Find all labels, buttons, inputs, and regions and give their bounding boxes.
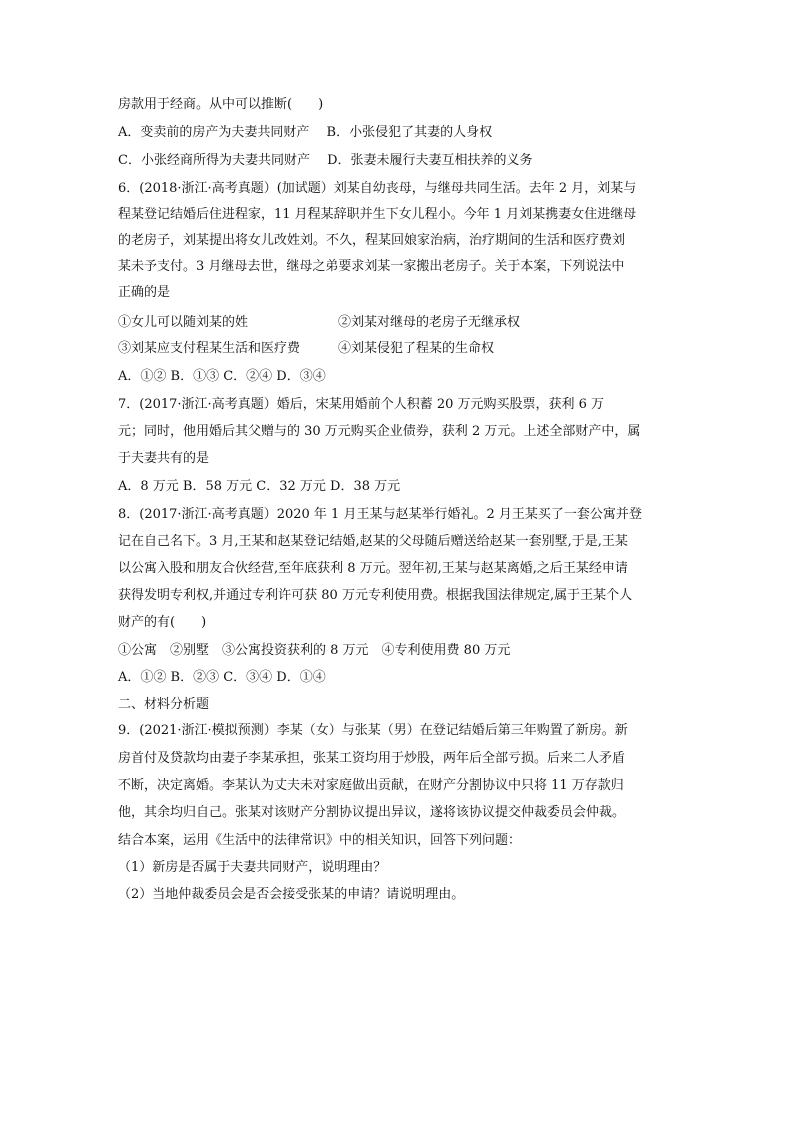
q9-subquestion-2: （2）当地仲裁委员会是否会接受张某的申请？请说明理由。 <box>118 887 465 902</box>
question-9-stem: 9．(2021·浙江·模拟预测）李某（女）与张某（男）在登记结婚后第三年购置了新房。新 <box>118 723 628 738</box>
q6-options-row-2 <box>118 340 688 358</box>
text-line: 财产的有( ) <box>118 615 207 630</box>
q6-option-4: ④刘某侵犯了程某的生命权 <box>338 341 495 356</box>
text-line: 房款用于经商。从中可以推断( ) <box>118 97 324 112</box>
text-line: 的老房子，刘某提出将女儿改姓刘。不久，程某回娘家治病，治疗期间的生活和医疗费刘 <box>118 233 626 248</box>
question-6-stem: 6．(2018·浙江·高考真题）(加试题）刘某自幼丧母，与继母共同生活。去年 2 月，刘某与 <box>118 181 637 196</box>
text-line: A．变卖前的房产为夫妻共同财产 B．小张侵犯了其妻的人身权 <box>118 125 493 140</box>
text-line: 获得发明专利权,并通过专利许可获 80 万元专利使用费。根据我国法律规定,属于王某个人 <box>118 588 633 603</box>
section-heading: 二、材料分析题 <box>118 697 210 712</box>
q7-answers: A．8 万元 B．58 万元 C．32 万元 D．38 万元 <box>118 479 401 494</box>
q6-option-2: ②刘某对继母的老房子无继承权 <box>338 315 521 330</box>
q6-answers: A．①② B．①③ C．②④ D．③④ <box>118 369 326 384</box>
text-line: 他，其余均归自己。张某对该财产分割协议提出异议，遂将该协议提交仲裁委员会仲裁。 <box>118 805 626 820</box>
q8-options: ①公寓 ②别墅 ③公寓投资获利的 8 万元 ④专利使用费 80 万元 <box>118 643 511 658</box>
text-line: 不断，决定离婚。李某认为丈夫未对家庭做出贡献，在财产分割协议中只将 11 万存款归 <box>118 778 624 793</box>
text-line: C．小张经商所得为夫妻共同财产 D．张妻未履行夫妻互相扶养的义务 <box>118 153 533 168</box>
text-line: 结合本案，运用《生活中的法律常识》中的相关知识，回答下列问题： <box>118 833 522 848</box>
text-line: 正确的是 <box>118 285 171 300</box>
q6-options-row-1 <box>118 314 688 332</box>
q6-option-1: ①女儿可以随刘某的姓 <box>118 315 249 330</box>
text-line: 元；同时，他用婚后其父赠与的 30 万元购买企业债券，获利 2 万元。上述全部财产中，属 <box>118 424 641 439</box>
q6-option-3: ③刘某应支付程某生活和医疗费 <box>118 341 301 356</box>
question-8-stem: 8．(2017·浙江·高考真题）2020 年 1 月王某与赵某举行婚礼。2 月王某买了一套公寓并登 <box>118 507 642 522</box>
q9-subquestion-1: （1）新房是否属于夫妻共同财产，说明理由？ <box>118 860 387 875</box>
text-line: 于夫妻共有的是 <box>118 451 210 466</box>
q8-answers: A．①② B．②③ C．③④ D．①④ <box>118 670 326 685</box>
text-line: 记在自己名下。3 月,王某和赵某登记结婚,赵某的父母随后赠送给赵某一套别墅,于是,王某 <box>118 534 628 549</box>
text-line: 以公寓入股和朋友合伙经营,至年底获利 8 万元。翌年初,王某与赵某离婚,之后王某经申请 <box>118 561 628 576</box>
question-7-stem: 7．(2017·浙江·高考真题）婚后，宋某用婚前个人积蓄 20 万元购买股票，获利 6 万 <box>118 397 605 412</box>
text-line: 程某登记结婚后住进程家，11 月程某辞职并生下女儿程小。今年 1 月刘某携妻女住进继母 <box>118 207 637 222</box>
text-line: 某未予支付。3 月继母去世，继母之弟要求刘某一家搬出老房子。关于本案，下列说法中 <box>118 259 625 274</box>
text-line: 房首付及贷款均由妻子李某承担，张某工资均用于炒股，两年后全部亏损。后来二人矛盾 <box>118 751 626 766</box>
